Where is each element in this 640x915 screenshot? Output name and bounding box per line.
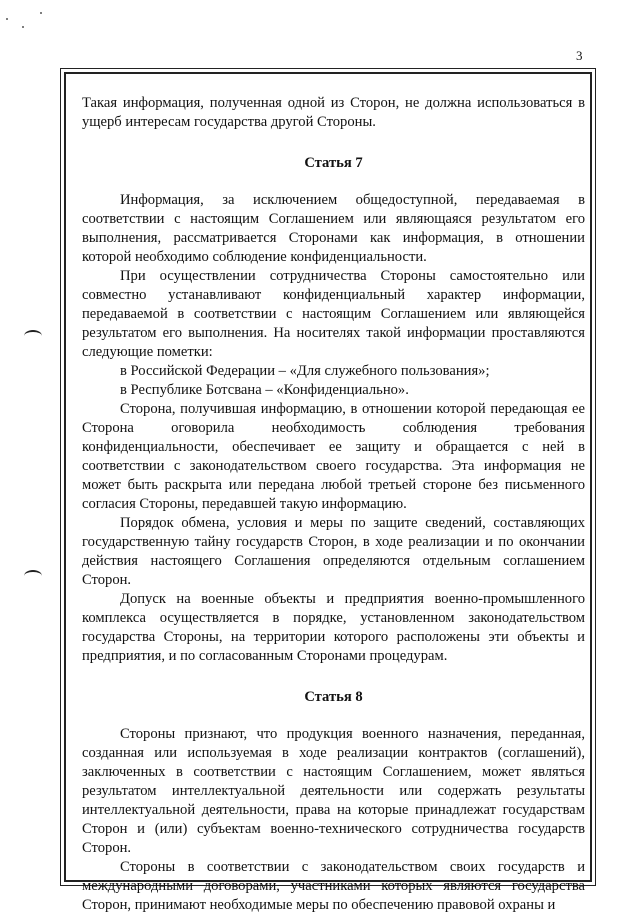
- article-7-marking-rf: в Российской Федерации – «Для служебного пользования»;: [120, 363, 490, 379]
- article-8-title: Статья 8: [304, 689, 363, 705]
- article-8-paragraph-1: Стороны признают, что продукция военного назначения, переданная, созданная или используемая в ходе реализации контрактов (соглашений), заключенных в соответствии с настоящим Соглашением, может являться результатом интеллектуальной деятельности или содержать результаты интеллектуальной деятельности, права на которые принадлежат государствам Сторон и (или) субъектам военно-технического сотрудничества государств Сторон.: [82, 726, 585, 856]
- margin-binding-mark: [24, 570, 42, 582]
- intro-paragraph: Такая информация, полученная одной из Сторон, не должна использоваться в ущерб интересам государства другой Стороны.: [82, 95, 585, 130]
- margin-binding-mark: [24, 330, 42, 342]
- article-7-paragraph-5: Сторона, получившая информацию, в отношении которой передающая ее Сторона оговорила необходимость соблюдения требования конфиденциальности, обеспечивает ее защиту и обращается с ней в соответствии с законодательством своего государства. Эта информация не может быть раскрыта или передана любой третьей стороне без письменного согласия Стороны, передавшей такую информацию.: [82, 401, 585, 512]
- article-8-paragraph-2: Стороны в соответствии с законодательством своих государств и международными договорами, участниками которых являются государства Сторон, принимают необходимые меры по обеспечению правовой охраны и: [82, 859, 585, 913]
- article-7-paragraph-6: Порядок обмена, условия и меры по защите сведений, составляющих государственную тайну государств Сторон, в ходе реализации и по окончании действия настоящего Соглашения определяются отдельным соглашением Сторон.: [82, 515, 585, 588]
- article-7-title: Статья 7: [304, 155, 363, 171]
- article-7-marking-botswana: в Республике Ботсвана – «Конфиденциально».: [120, 382, 409, 398]
- article-7-paragraph-7: Допуск на военные объекты и предприятия военно-промышленного комплекса осуществляется в порядке, установленном законодательством государства Стороны, на территории которого расположены эти объекты и предприятия, и по согласованным Сторонами процедурам.: [82, 591, 585, 664]
- scan-speck: [6, 18, 8, 20]
- article-7-paragraph-1: Информация, за исключением общедоступной, передаваемая в соответствии с настоящим Соглашением или являющаяся результатом его выполнения, рассматривается Сторонами как информация, в отношении которой необходимо соблюдение конфиденциальности.: [82, 192, 585, 265]
- scan-speck: [40, 12, 42, 14]
- article-7-paragraph-2: При осуществлении сотрудничества Стороны самостоятельно или совместно устанавливают конфиденциальный характер информации, передаваемой в соответствии с настоящим Соглашением или являющейся результатом его выполнения. На носителях такой информации проставляются следующие пометки:: [82, 268, 585, 360]
- scan-speck: [22, 26, 24, 28]
- document-body: [82, 94, 585, 915]
- page-number: 3: [576, 48, 583, 63]
